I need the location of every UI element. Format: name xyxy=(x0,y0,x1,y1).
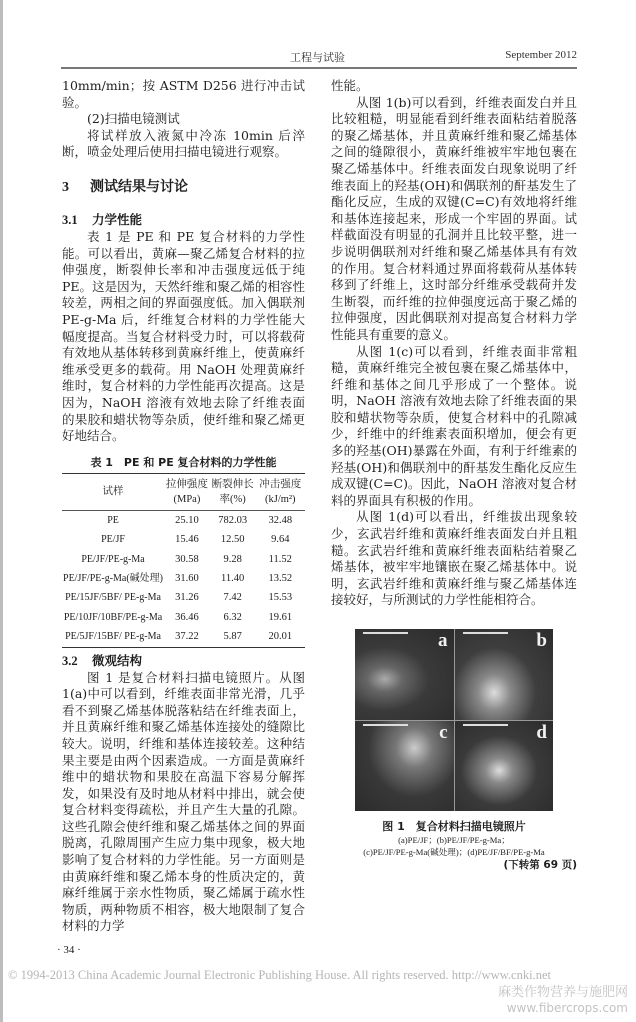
sem-image-b xyxy=(455,629,554,720)
section-title: 微观结构 xyxy=(92,652,143,668)
value-cell: 11.52 xyxy=(268,553,292,565)
page-edge xyxy=(0,0,3,1022)
table-header: 试样 xyxy=(62,473,164,510)
value-cell: 13.52 xyxy=(268,572,293,584)
sample-cell: PE xyxy=(107,514,119,526)
panel-label: a xyxy=(438,630,448,651)
section-heading-3 xyxy=(62,178,305,197)
table-row xyxy=(62,608,305,627)
sample-cell: PE/JF xyxy=(101,534,125,546)
value-cell: 25.10 xyxy=(175,514,199,526)
subheading-sem-test: (2)扫描电镜测试 xyxy=(87,111,180,127)
running-header-date: September 2012 xyxy=(505,49,577,61)
value-cell: 37.22 xyxy=(175,631,199,643)
table-row xyxy=(62,627,305,647)
value-cell: 9.64 xyxy=(271,534,290,546)
running-header-journal: 工程与试验 xyxy=(290,51,345,64)
value-cell: 9.28 xyxy=(223,553,242,565)
table-row xyxy=(62,530,305,549)
value-cell: 30.58 xyxy=(175,553,199,565)
value-cell: 20.01 xyxy=(268,631,293,643)
paragraph-microstructure: 图 1 是复合材料扫描电镜照片。从图 1(a)中可以看到，纤维表面非常光滑，几乎看不到聚乙烯基体脱落粘结在纤维表面上，并且黄麻纤维和聚乙烯基体连接处的缝隙比较大。说明，纤维和基体连接较差。这种结果主要是由两个因素造成。一方面是黄麻纤维中的蜡状物和果胶在高温下容易分解挥发，如果没有及时地从材料中排出，就会使复合材料变得疏松，并且产生大量的孔隙。这些孔隙会使纤维和聚乙烯基体之间的界面脱离，孔隙周围产生应力集中现象，极大地影响了复合材料的力学性能。另一方面则是由黄麻纤维和聚乙烯本身的性质决定的，黄麻纤维属于亲水性物质，聚乙烯属于疏水性物质，两种物质不相容，极大地限制了复合材料的力学 xyxy=(62,669,305,934)
scale-bar xyxy=(463,632,508,634)
table-header: 拉伸强度 (MPa) xyxy=(164,473,210,510)
value-cell: 6.32 xyxy=(223,611,242,623)
table-caption: 表 1 PE 和 PE 复合材料的力学性能 xyxy=(90,455,277,469)
left-column xyxy=(62,78,305,935)
value-cell: 12.50 xyxy=(220,534,245,546)
paragraph-mechanical: 表 1 是 PE 和 PE 复合材料的力学性能。可以看出，黄麻—聚乙烯复合材料的拉伸强度，断裂伸长率和冲击强度远低于纯 PE。这是因为，天然纤维和聚乙烯的相容性较差，两相之间的界面强度低。加入偶联剂 PE-g-Ma 后，纤维复合材料的力学性能大幅度提高。当复合材料受力时，可以将载荷有效地从基体转移到黄麻纤维上，使黄麻纤维承受更多的载荷。用 NaOH 处理黄麻纤维时，复合材料的力学性能再次提高。这是因为，NaOH 溶液有效地去除了纤维表面的果胶和蜡状物等杂质，使纤维和聚乙烯更好地结合。 xyxy=(62,228,305,444)
panel-label: d xyxy=(536,721,547,743)
section-number: 3 xyxy=(62,179,69,195)
watermark-url: www.fibercrops.com xyxy=(506,1001,628,1016)
paragraph-figure-1c: 从图 1(c)可以看到，纤维表面非常粗糙，黄麻纤维完全被包裹在聚乙烯基体中，纤维和基体之间几乎形成了一个整体。说明，NaOH 溶液有效地去除了纤维表面的果胶和蜡状物等杂质，使复合材料中的孔隙减少，纤维中的纤维素表面积增加，便会有更多的羟基(OH)暴露在外面，有利于纤维素的羟基(OH)和偶联剂中的酐基发生酯化反应生成双键(C=C)。因此，NaOH 溶液对复合材料的界面具有积极的作用。 xyxy=(331,343,577,508)
table-header: 断裂伸长率(%) xyxy=(210,473,256,510)
mechanical-properties-table xyxy=(62,473,305,648)
value-cell: 7.42 xyxy=(223,592,242,604)
value-cell: 782.03 xyxy=(218,514,248,526)
value-cell: 36.46 xyxy=(175,611,199,623)
panel-label: c xyxy=(439,721,448,743)
value-cell: 15.46 xyxy=(175,534,199,546)
sem-image-a xyxy=(355,629,454,720)
table-row xyxy=(62,510,305,530)
sample-cell: PE/JF/PE-g-Ma xyxy=(81,553,145,565)
value-cell: 5.87 xyxy=(223,631,242,643)
scale-bar xyxy=(463,724,508,726)
value-cell: 11.40 xyxy=(221,572,245,584)
sample-cell: PE/5JF/15BF/ PE-g-Ma xyxy=(65,631,161,643)
value-cell: 31.26 xyxy=(175,592,199,604)
section-heading-3-2 xyxy=(62,652,305,670)
section-title: 力学性能 xyxy=(92,211,143,227)
sample-cell: PE/JF/PE-g-Ma(碱处理) xyxy=(63,572,164,584)
scale-bar xyxy=(363,632,408,634)
copyright-footer: © 1994-2013 China Academic Journal Electronic Publishing House. All rights reserved. http://www.cnki.net xyxy=(8,968,551,983)
figure-subcaption: (c)PE/JF/PE-g-Ma(碱处理)；(d)PE/JF/BF/PE-g-Ma xyxy=(363,847,545,857)
sem-figure xyxy=(355,629,553,811)
value-cell: 15.53 xyxy=(268,592,293,604)
paragraph-continued: 10mm/min；按 ASTM D256 进行冲击试验。 xyxy=(62,78,305,110)
table-row xyxy=(62,569,305,588)
continued-note: (下转第 69 页) xyxy=(503,859,577,871)
watermark-cn: 麻类作物营养与施肥网 xyxy=(497,985,628,1001)
sample-cell: PE/15JF/5BF/ PE-g-Ma xyxy=(65,592,161,604)
section-heading-3-1 xyxy=(62,211,305,229)
sem-image-c xyxy=(355,721,454,812)
figure-subcaption: (a)PE/JF；(b)PE/JF/PE-g-Ma； xyxy=(398,835,510,845)
scale-bar xyxy=(363,724,408,726)
value-cell: 31.60 xyxy=(175,572,199,584)
paragraph-sem-method: 将试样放入液氮中冷冻 10min 后淬断，喷金处理后使用扫描电镜进行观察。 xyxy=(62,127,305,160)
figure-caption: 图 1 复合材料扫描电镜照片 xyxy=(382,820,526,833)
paragraph-continued: 性能。 xyxy=(331,78,369,93)
section-title: 测试结果与讨论 xyxy=(90,178,188,195)
page-number: · 34 · xyxy=(57,944,81,957)
paragraph-figure-1d: 从图 1(d)可以看出，纤维拔出现象较少，玄武岩纤维和黄麻纤维表面发白并且粗糙。玄武岩纤维和黄麻纤维表面粘结着聚乙烯基体，被牢牢地镶嵌在聚乙烯基体中。说明，玄武岩纤维和黄麻纤维与聚乙烯基体连接较好，与所测试的力学性能相符合。 xyxy=(331,509,577,608)
panel-label: b xyxy=(536,630,547,651)
table-row xyxy=(62,588,305,607)
right-column xyxy=(331,78,577,872)
paragraph-figure-1b: 从图 1(b)可以看到，纤维表面发白并且比较粗糙，明显能看到纤维表面粘结着脱落的聚乙烯基体，并且黄麻纤维和聚乙烯基体之间的缝隙很小，黄麻纤维被牢牢地包裹在聚乙烯基体中。纤维表面发白现象说明了纤维表面上的羟基(OH)和偶联剂的酐基发生了酯化反应，生成的双键(C=C)有效地将纤维和基体连接起来，形成一个牢固的界面。试样截面没有明显的孔洞并且比较平整，进一步说明偶联剂对纤维和聚乙烯基体具有有效的作用。复合材料通过界面将载荷从基体转移到了纤维上，这时部分纤维承受载荷并发生断裂，而纤维的拉伸强度远高于聚乙烯的拉伸强度，因此偶联剂对提高复合材料力学性能具有重要的意义。 xyxy=(331,94,577,342)
body-columns xyxy=(62,69,577,935)
section-number: 3.1 xyxy=(62,212,78,227)
value-cell: 32.48 xyxy=(268,514,293,526)
sample-cell: PE/10JF/10BF/PE-g-Ma xyxy=(63,611,163,623)
section-number: 3.2 xyxy=(62,653,78,668)
table-row xyxy=(62,550,305,569)
table-header: 冲击强度 (kJ/m²) xyxy=(256,473,305,510)
sem-image-d xyxy=(455,721,554,812)
page-footer xyxy=(8,943,628,1022)
value-cell: 19.61 xyxy=(268,611,293,623)
